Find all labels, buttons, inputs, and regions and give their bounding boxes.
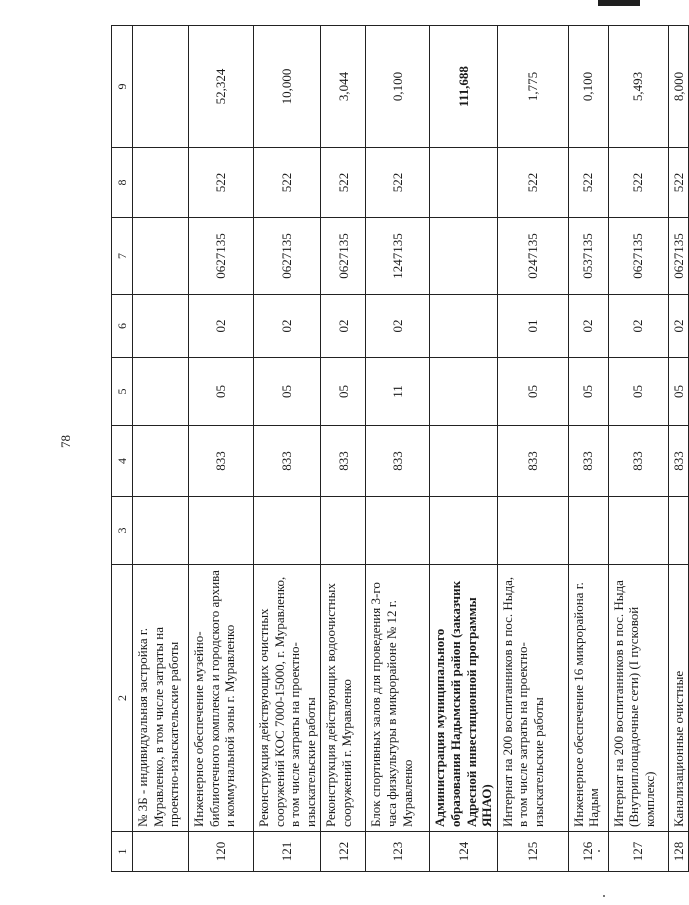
col6-cell [430,295,497,358]
col-header-5: 5 [112,358,133,426]
col6-cell: 02 [366,295,430,358]
table-body [112,26,689,872]
col3-cell [430,497,497,565]
col8-cell: 522 [497,148,568,218]
col7-cell: 0537135 [568,218,608,295]
table-row [608,26,668,872]
row-description: Администрация муниципального образования Надымский район (заказчик Адресной инвестиционной программы ЯНАО) [430,565,497,832]
col9-value [133,26,189,148]
row-number: 120 [189,832,254,872]
scan-speck [598,850,600,852]
col6-cell: 02 [189,295,254,358]
col-header-1: 1 [112,832,133,872]
col7-cell: 0627135 [254,218,321,295]
col8-cell: 522 [568,148,608,218]
col5-cell [430,358,497,426]
col3-cell [189,497,254,565]
col-header-8: 8 [112,148,133,218]
col4-cell [430,426,497,497]
table-row [254,26,321,872]
col3-cell [608,497,668,565]
col3-cell [568,497,608,565]
col7-cell: 0247135 [497,218,568,295]
rotated-table-wrapper [111,26,686,872]
row-description: Инженерное обеспечение музейно-библиотечного комплекса и городского архива и коммунальной зоны г. Муравленко [189,565,254,832]
col9-value: 3,044 [321,26,366,148]
col6-cell: 02 [254,295,321,358]
col9-value: 5,493 [608,26,668,148]
col4-cell: 833 [608,426,668,497]
col8-cell: 522 [189,148,254,218]
col7-cell: 0627135 [189,218,254,295]
corner-mark [598,0,640,6]
col7-cell: 0627135 [608,218,668,295]
col5-cell: 11 [366,358,430,426]
scan-speck [603,895,605,897]
col9-value: 52,324 [189,26,254,148]
col8-cell: 522 [321,148,366,218]
row-description: Реконструкция действующих очистных сооружений КОС 7000-15000, г. Муравленко, в том числе затраты на проектно-изыскательские работы [254,565,321,832]
col4-cell: 833 [668,426,689,497]
table-row [321,26,366,872]
col-header-7: 7 [112,218,133,295]
col8-cell: 522 [608,148,668,218]
col7-cell: 0627135 [668,218,689,295]
col8-cell: 522 [366,148,430,218]
col8-cell [430,148,497,218]
col5-cell: 05 [321,358,366,426]
row-number: 125 [497,832,568,872]
col6-cell: 01 [497,295,568,358]
row-description: Инженерное обеспечение 16 микрорайона г. Надым [568,565,608,832]
col3-cell [254,497,321,565]
table-row [430,26,497,872]
col-header-9: 9 [112,26,133,148]
col4-cell: 833 [321,426,366,497]
row-description: № 3Б - индивидуальная застройка г. Муравленко, в том числе затраты на проектно-изыскательские работы [133,565,189,832]
col6-cell [133,295,189,358]
col6-cell: 02 [668,295,689,358]
row-number: 126 [568,832,608,872]
row-number: 128 [668,832,689,872]
row-description: Блок спортивных залов для проведения 3-го часа физкультуры в микрорайоне № 12 г. Муравленко [366,565,430,832]
col9-value: 0,100 [366,26,430,148]
col9-value: 10,000 [254,26,321,148]
col3-cell [497,497,568,565]
col7-cell: 1247135 [366,218,430,295]
col4-cell: 833 [366,426,430,497]
col9-value: 0,100 [568,26,608,148]
row-number: 123 [366,832,430,872]
col6-cell: 02 [568,295,608,358]
col-header-2: 2 [112,565,133,832]
row-number: 127 [608,832,668,872]
table-row [497,26,568,872]
col6-cell: 02 [321,295,366,358]
col5-cell [133,358,189,426]
header-row [112,26,133,872]
col8-cell: 522 [254,148,321,218]
col4-cell: 833 [497,426,568,497]
col4-cell: 833 [254,426,321,497]
col8-cell [133,148,189,218]
table-row [189,26,254,872]
col7-cell [430,218,497,295]
col7-cell: 0627135 [321,218,366,295]
col9-value: 8,000 [668,26,689,148]
page-number: 78 [58,435,73,448]
col6-cell: 02 [608,295,668,358]
col5-cell: 05 [254,358,321,426]
col7-cell [133,218,189,295]
col-header-3: 3 [112,497,133,565]
col3-cell [366,497,430,565]
row-description: Интернат на 200 воспитанников в пос. Ныда (Внутриплощадочные сети) (I пусковой комплекс) [608,565,668,832]
row-number: 122 [321,832,366,872]
row-number: 124 [430,832,497,872]
table-row [668,26,689,872]
row-description: Реконструкция действующих водоочистных сооружений г. Муравленко [321,565,366,832]
investment-table [111,25,689,872]
col5-cell: 05 [568,358,608,426]
row-description: Интернат на 200 воспитанников в пос. Ныда, в том числе затраты на проектно-изыскательские работы [497,565,568,832]
col4-cell: 833 [189,426,254,497]
col3-cell [133,497,189,565]
col3-cell [321,497,366,565]
row-description: Канализационные очистные [668,565,689,832]
col8-cell: 522 [668,148,689,218]
col4-cell: 833 [568,426,608,497]
col-header-6: 6 [112,295,133,358]
col5-cell: 05 [189,358,254,426]
table-row [133,26,189,872]
table-row [366,26,430,872]
row-number: 121 [254,832,321,872]
col5-cell: 05 [608,358,668,426]
col-header-4: 4 [112,426,133,497]
col3-cell [668,497,689,565]
col9-value: 1,775 [497,26,568,148]
col5-cell: 05 [668,358,689,426]
col4-cell [133,426,189,497]
table-row [568,26,608,872]
row-number [133,832,189,872]
col9-value: 111,688 [430,26,497,148]
col5-cell: 05 [497,358,568,426]
